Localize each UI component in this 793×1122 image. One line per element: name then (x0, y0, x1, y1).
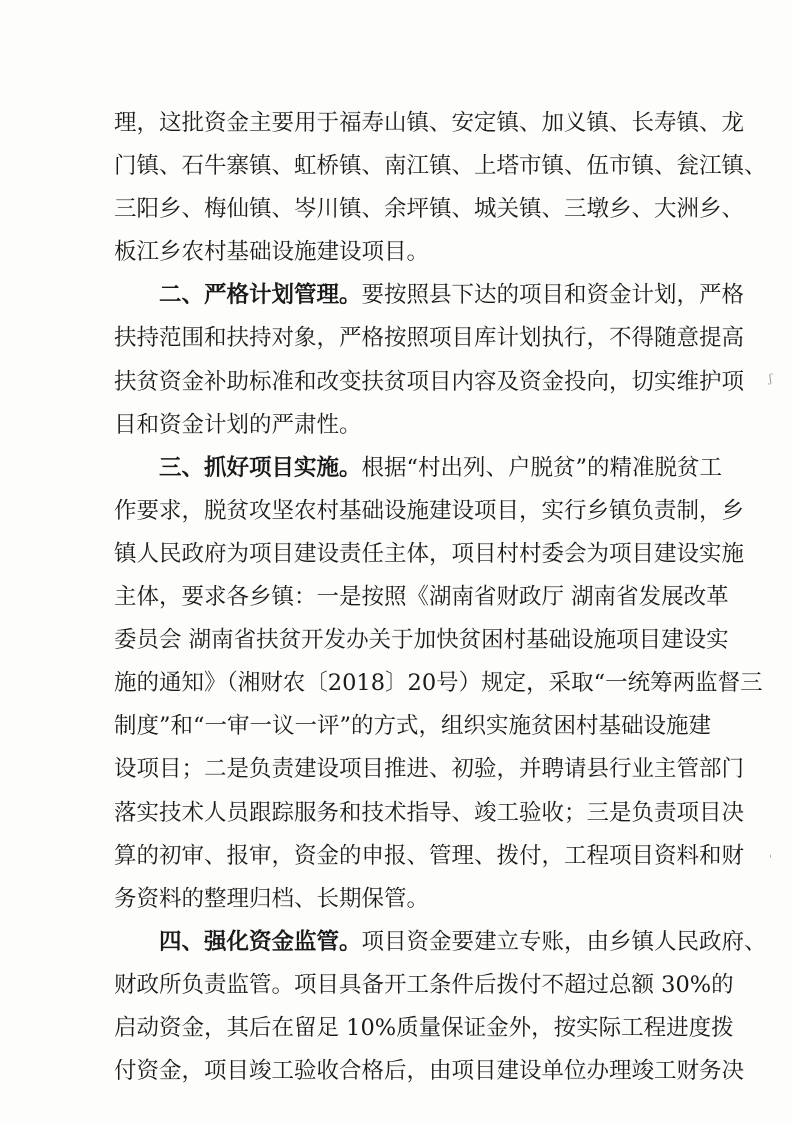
paragraph-line: 落实技术人员跟踪服务和技术指导、竣工验收；三是负责项目决 (114, 799, 745, 826)
paragraph-text: 要按照县下达的项目和资金计划，严格 (361, 282, 745, 309)
scan-mark: ʃ (769, 372, 772, 385)
document-body (114, 102, 767, 1093)
paragraph-line: 付资金，项目竣工验收合格后，由项目建设单位办理竣工财务决 (114, 1058, 745, 1085)
paragraph-line: 理，这批资金主要用于福寿山镇、安定镇、加义镇、长寿镇、龙 (114, 110, 745, 136)
paragraph-text: 项目资金要建立专账，由乡镇人民政府、 (361, 928, 767, 955)
paragraph-line: 镇人民政府为项目建设责任主体，项目村村委会为项目建设实施 (114, 540, 745, 567)
paragraph-line: 施的通知》（湘财农〔2018〕20号）规定，采取“一统筹两监督三 (114, 670, 763, 697)
paragraph-line: 门镇、石牛寨镇、虹桥镇、南江镇、上塔市镇、伍市镇、瓮江镇、 (114, 153, 767, 180)
paragraph-line: 算的初审、报审，资金的申报、管理、拨付，工程项目资料和财 (114, 842, 745, 869)
paragraph-line: 财政所负责监管。项目具备开工条件后拨付不超过总额 30%的 (114, 971, 734, 998)
paragraph-line (114, 447, 723, 490)
paragraph-line: 目和资金计划的严肃性。 (114, 411, 362, 438)
paragraph-line: 三阳乡、梅仙镇、岑川镇、余坪镇、城关镇、三墩乡、大洲乡、 (114, 196, 745, 223)
section-heading: 二、严格计划管理。 (159, 282, 362, 309)
paragraph-line: 务资料的整理归档、长期保管。 (114, 885, 430, 912)
paragraph-line: 扶贫资金补助标准和改变扶贫项目内容及资金投向，切实维护项 (114, 368, 745, 395)
paragraph-line: 作要求，脱贫攻坚农村基础设施建设项目，实行乡镇负责制，乡 (114, 497, 745, 524)
paragraph-line: 扶持范围和扶持对象，严格按照项目库计划执行，不得随意提高 (114, 325, 745, 352)
paragraph-line (114, 274, 745, 317)
paragraph-text: 根据“村出列、户脱贫”的精准脱贫工 (361, 454, 723, 481)
paragraph-line (114, 921, 767, 964)
paragraph-line: 设项目；二是负责建设项目推进、初验，并聘请县行业主管部门 (114, 756, 745, 783)
paragraph-line: 制度”和“一审一议一评”的方式，组织实施贫困村基础设施建 (114, 713, 712, 740)
section-heading: 四、强化资金监管。 (159, 928, 362, 955)
paragraph-line: 板江乡农村基础设施建设项目。 (114, 239, 430, 266)
paragraph-line: 主体，要求各乡镇：一是按照《湖南省财政厅 湖南省发展改革 (114, 584, 729, 611)
section-heading: 三、抓好项目实施。 (159, 454, 362, 481)
scan-mark: ˌ (769, 846, 773, 859)
paragraph-line: 启动资金，其后在留足 10%质量保证金外，按实际工程进度拨 (114, 1014, 734, 1041)
paragraph-line: 委员会 湖南省扶贫开发办关于加快贫困村基础设施项目建设实 (114, 627, 729, 654)
